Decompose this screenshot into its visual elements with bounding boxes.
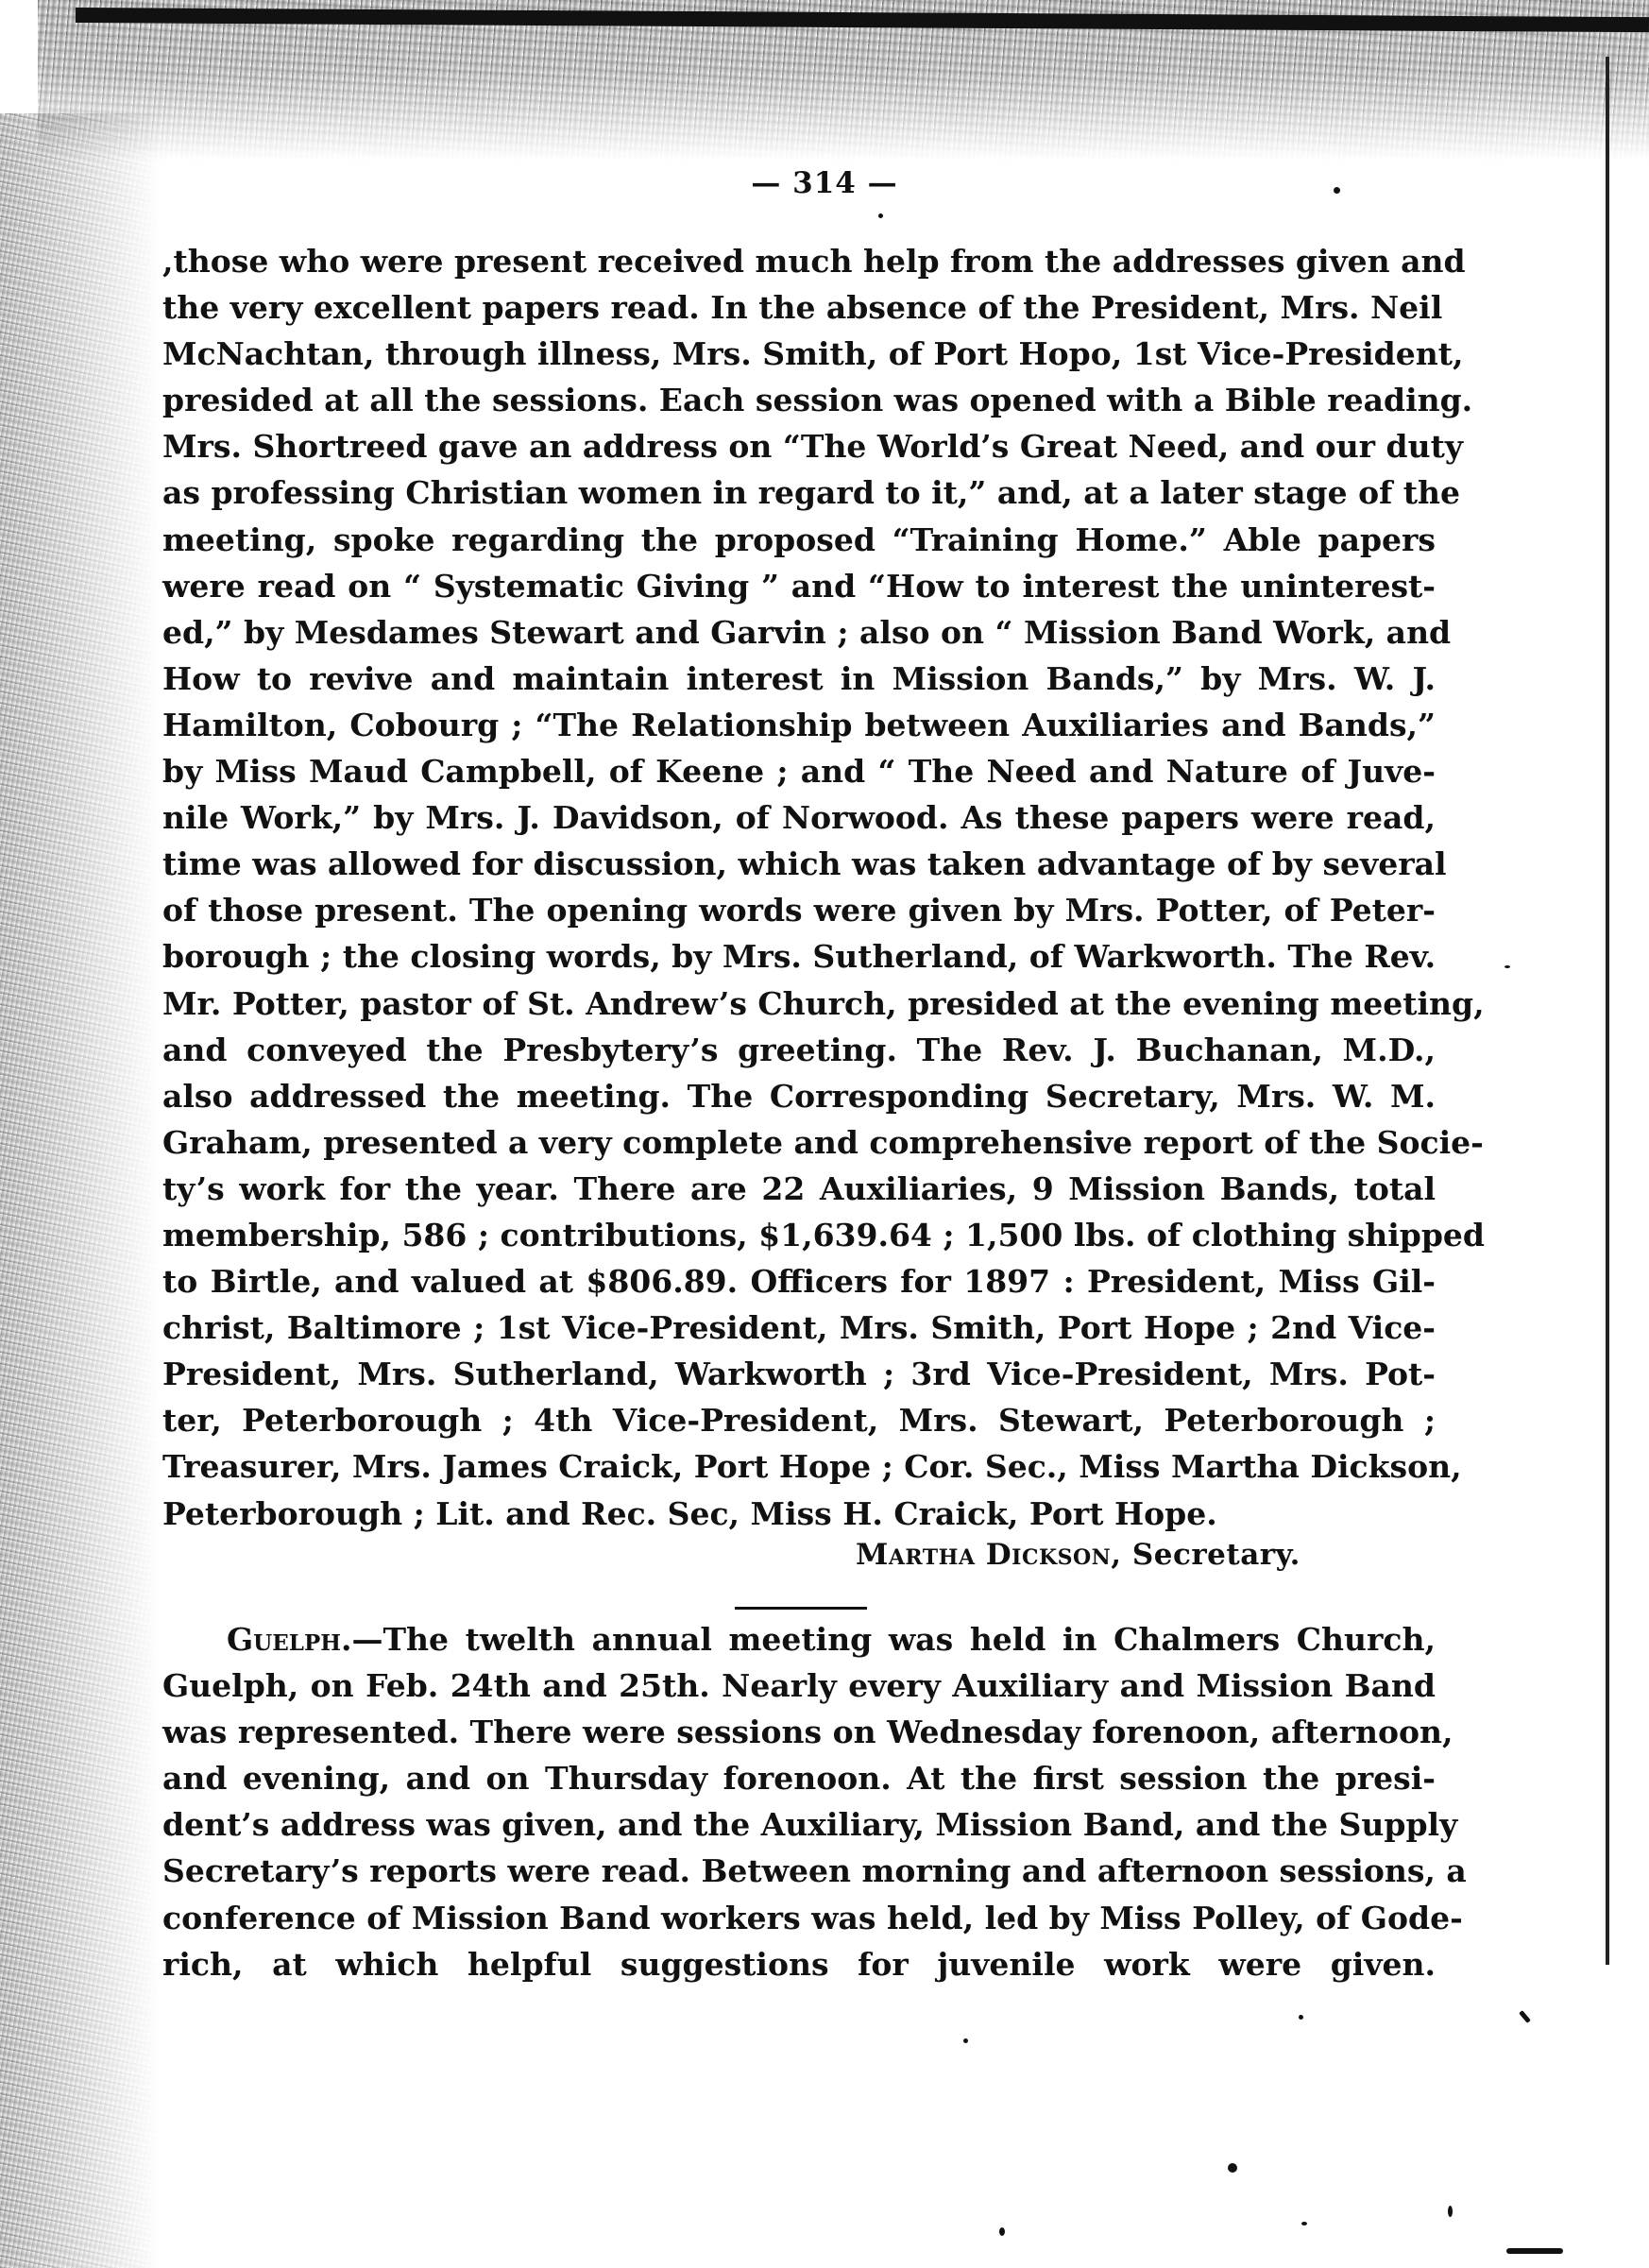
report-2-first-line [162,1616,1436,1663]
report-1-line: President, Mrs. Sutherland, Warkworth ; 3rd Vice-President, Mrs. Pot- [162,1356,1436,1393]
report-1-line: christ, Baltimore ; 1st Vice-President, Mrs. Smith, Port Hope ; 2nd Vice- [162,1309,1436,1347]
report-1-line: Treasurer, Mrs. James Craick, Port Hope ; Cor. Sec., Miss Martha Dickson, [162,1448,1462,1486]
report-2-line: Guelph, on Feb. 24th and 25th. Nearly every Auxiliary and Mission Band [162,1667,1436,1705]
report-1-line: membership, 586 ; contributions, $1,639.64 ; 1,500 lbs. of clothing shipped [162,1216,1486,1253]
scan-speck [1228,2163,1237,2173]
report-2-run-head: Guelph. [227,1621,352,1658]
report-1-signature [856,1538,1300,1572]
scan-right-edge [1606,57,1609,1965]
report-1-line: borough ; the closing words, by Mrs. Sutherland, of Warkworth. The Rev. [162,938,1436,976]
signature-title: , Secretary. [1111,1538,1300,1572]
section-divider [735,1607,867,1610]
report-1-line: ty’s work for the year. There are 22 Auxiliaries, 9 Mission Bands, total [162,1169,1436,1207]
report-1-line: and conveyed the Presbytery’s greeting. The Rev. J. Buchanan, M.D., [162,1031,1436,1068]
report-2-line: and evening, and on Thursday forenoon. At the first session the presi- [162,1760,1436,1798]
scan-speck [963,2038,968,2043]
scan-speck [1299,2015,1303,2020]
scan-speck [1504,965,1510,968]
page-number: — 314 — [751,166,898,200]
report-2-line: Secretary’s reports were read. Between morning and afternoon sessions, a [162,1852,1467,1890]
report-2-first-line-text: —The twelth annual meeting was held in Chalmers Church, [351,1621,1436,1658]
signature-name: Martha Dickson [856,1538,1112,1572]
report-1-line: also addressed the meeting. The Corresponding Secretary, Mrs. W. M. [162,1077,1436,1115]
scan-speck [1301,2222,1307,2225]
report-1-line: Hamilton, Cobourg ; “The Relationship between Auxiliaries and Bands,” [162,706,1436,743]
report-1-line: meeting, spoke regarding the proposed “Training Home.” Able papers [162,520,1436,558]
report-1-body [162,238,1486,1537]
report-1-line: McNachtan, through illness, Mrs. Smith, of Port Hopo, 1st Vice-President, [162,335,1464,373]
report-1-line: presided at all the sessions. Each session was opened with a Bible reading. [162,382,1473,419]
report-2-line: was represented. There were sessions on Wednesday forenoon, afternoon, [162,1714,1454,1751]
scan-left-noise [0,113,161,2268]
report-1-line: Mr. Potter, pastor of St. Andrew’s Church, presided at the evening meeting, [162,984,1485,1022]
report-1-line: as professing Christian women in regard to it,” and, at a later stage of the [162,474,1460,512]
scan-speck [1334,187,1340,194]
report-1-line: ed,” by Mesdames Stewart and Garvin ; also on “ Mission Band Work, and [162,613,1452,651]
report-1-line: to Birtle, and valued at $806.89. Officers for 1897 : President, Miss Gil- [162,1263,1436,1301]
report-2-line: rich, at which helpful suggestions for juvenile work were given. [162,1945,1436,1983]
report-1-line: were read on “ Systematic Giving ” and “How to interest the uninterest- [162,567,1436,605]
report-1-line: Graham, presented a very complete and comprehensive report of the Socie- [162,1123,1484,1161]
report-1-line: ter, Peterborough ; 4th Vice-President, Mrs. Stewart, Peterborough ; [162,1402,1436,1440]
report-1-line: ,those who were present received much help from the addresses given and [162,243,1466,280]
report-2-line: conference of Mission Band workers was held, led by Miss Polley, of Gode- [162,1899,1463,1936]
report-1-line: time was allowed for discussion, which was taken advantage of by several [162,845,1447,883]
report-1-line: the very excellent papers read. In the absence of the President, Mrs. Neil [162,289,1443,327]
scan-speck [1448,2206,1453,2217]
scan-speck [999,2227,1005,2236]
scan-speck [1519,2010,1531,2023]
report-1-line: of those present. The opening words were given by Mrs. Potter, of Peter- [162,892,1436,929]
report-2-body [162,1616,1467,1987]
report-1-line: How to revive and maintain interest in Mission Bands,” by Mrs. W. J. [162,659,1436,697]
scan-speck [878,213,883,218]
scan-speck [1506,2248,1563,2254]
report-1-line: by Miss Maud Campbell, of Keene ; and “ The Need and Nature of Juve- [162,753,1436,791]
report-2-line: dent’s address was given, and the Auxiliary, Mission Band, and the Supply [162,1806,1458,1844]
report-1-line: Mrs. Shortreed gave an address on “The World’s Great Need, and our duty [162,428,1464,466]
report-1-line: nile Work,” by Mrs. J. Davidson, of Norwood. As these papers were read, [162,799,1436,837]
report-1-line: Peterborough ; Lit. and Rec. Sec, Miss H. Craick, Port Hope. [162,1494,1217,1532]
